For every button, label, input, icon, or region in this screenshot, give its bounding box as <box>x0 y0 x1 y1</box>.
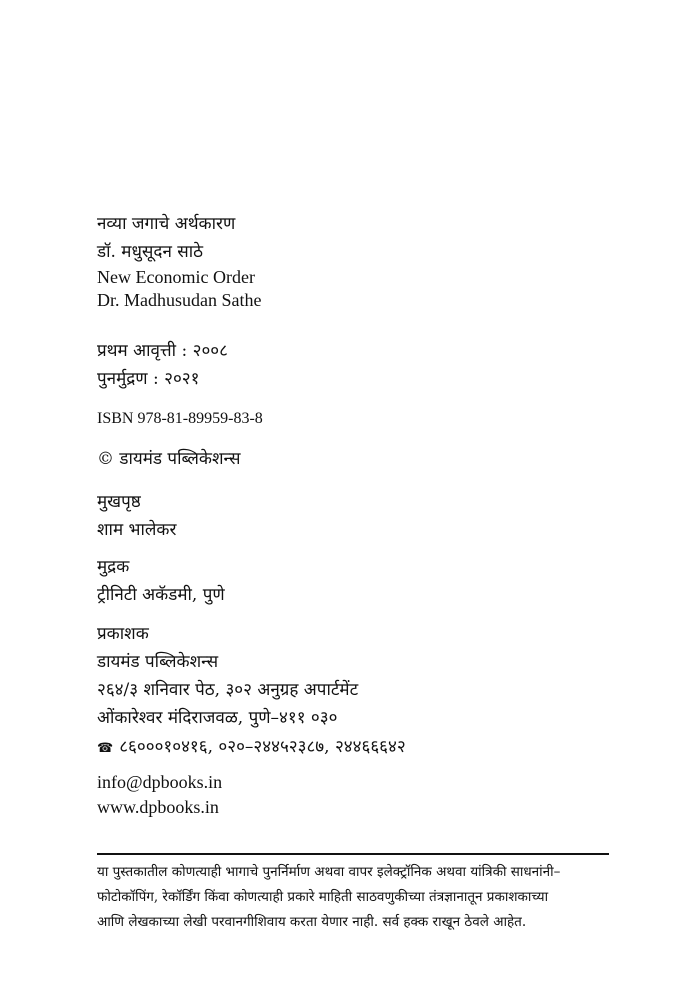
printer-label: मुद्रक <box>97 557 130 577</box>
cover-artist: शाम भालेकर <box>97 520 177 540</box>
contact-block <box>97 770 222 820</box>
author-marathi: डॉ. मधुसूदन साठे <box>97 242 204 262</box>
publisher-label: प्रकाशक <box>97 624 149 644</box>
edition-block <box>97 337 228 393</box>
printer-credit <box>97 553 225 609</box>
title-block <box>97 210 261 312</box>
book-title-marathi: नव्या जगाचे अर्थकारण <box>97 214 236 234</box>
book-title-english: New Economic Order <box>97 267 255 287</box>
publisher-address-line1: २६४/३ शनिवार पेठ, ३०२ अनुग्रह अपार्टमेंट <box>97 680 359 700</box>
notice-line-3: आणि लेखकाच्या लेखी परवानगीशिवाय करता येणार नाही. सर्व हक्क राखून ठेवले आहेत. <box>97 914 527 930</box>
cover-label: मुखपृष्ठ <box>97 492 141 512</box>
isbn: ISBN 978-81-89959-83-8 <box>97 410 263 427</box>
divider-rule <box>97 853 609 855</box>
notice-line-1: या पुस्तकातील कोणत्याही भागाचे पुनर्निर्माण अथवा वापर इलेक्ट्रॉनिक अथवा यांत्रिकी साधनांनी– <box>97 864 561 880</box>
publisher-phone: ८६०००१०४१६, ०२०–२४४५२३८७, २४४६६६४२ <box>119 737 406 757</box>
phone-icon: ☎ <box>97 741 114 756</box>
publisher-block <box>97 620 406 762</box>
notice-line-2: फोटोकॉपिंग, रेकॉर्डिंग किंवा कोणत्याही प्रकारे माहिती साठवणुकीच्या तंत्रज्ञानातून प्रकाशकाच्या <box>97 889 549 905</box>
printer-name: ट्रीनिटी अकॅडमी, पुणे <box>97 585 225 605</box>
email: info@dpbooks.in <box>97 772 223 792</box>
reprint-edition: पुनर्मुद्रण : २०२१ <box>97 369 200 389</box>
copyright: © डायमंड पब्लिकेशन्स <box>97 449 241 469</box>
publisher-address-line2: ओंकारेश्वर मंदिराजवळ, पुणे–४११ ०३० <box>97 708 338 728</box>
author-english: Dr. Madhusudan Sathe <box>97 290 262 310</box>
website: www.dpbooks.in <box>97 797 219 817</box>
cover-credit <box>97 488 176 544</box>
publisher-phone-line <box>97 732 406 762</box>
copyright-notice <box>97 860 609 935</box>
first-edition: प्रथम आवृत्ती : २००८ <box>97 341 228 361</box>
publisher-name: डायमंड पब्लिकेशन्स <box>97 652 219 672</box>
